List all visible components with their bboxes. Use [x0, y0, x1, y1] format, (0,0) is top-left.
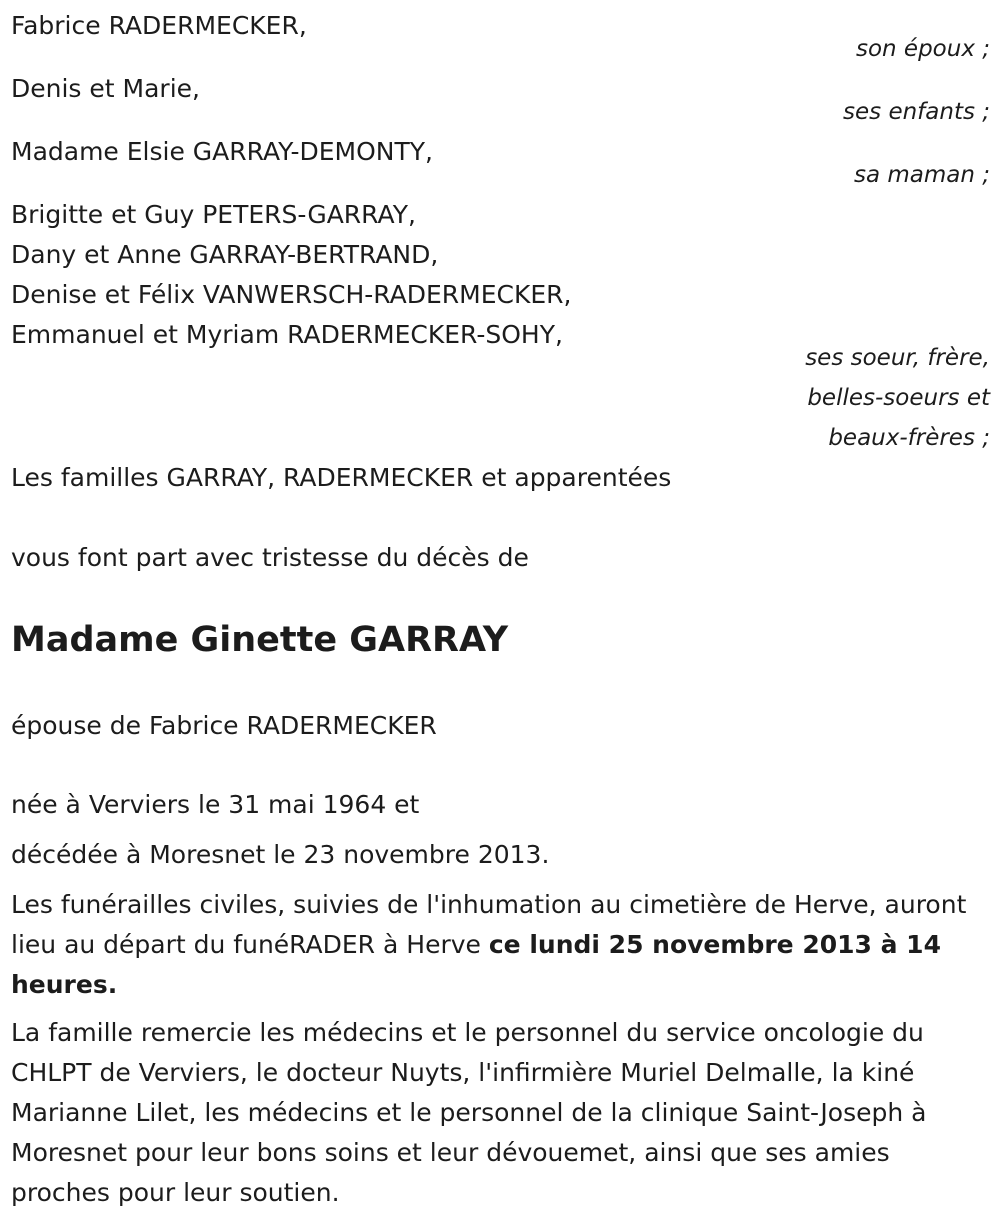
funeral-text: Les funérailles civiles, suivies de l'inhumation au cimetière de Herve, auront lieu au départ du funéRADER à Herve: [11, 890, 967, 959]
sibling-line: Emmanuel et Myriam RADERMECKER-SOHY,: [11, 320, 563, 349]
funeral-date: ce lundi 25 novembre 2013 à 14 heures.: [11, 930, 941, 999]
spouse-role: son époux ;: [855, 36, 990, 62]
death-line: décédée à Moresnet le 23 novembre 2013.: [11, 840, 550, 869]
mother-name: Madame Elsie GARRAY-DEMONTY,: [11, 137, 433, 166]
siblings-role-line: ses soeur, frère,: [805, 345, 990, 371]
thanks-paragraph: La famille remercie les médecins et le personnel du service oncologie du CHLPT de Verviers, le docteur Nuyts, l'infirmière Muriel Delmalle, la kiné Marianne Lilet, les médecins et le personnel de la clinique Saint-Joseph à Moresnet pour leur bons soins et leur dévouemet, ainsi que ses amies proches pour leur soutien.: [11, 1018, 927, 1207]
siblings-role-line: belles-soeurs et: [807, 385, 990, 411]
sibling-line: Denise et Félix VANWERSCH-RADERMECKER,: [11, 280, 572, 309]
families-line: Les familles GARRAY, RADERMECKER et apparentées: [11, 463, 672, 492]
sibling-line: Dany et Anne GARRAY-BERTRAND,: [11, 240, 439, 269]
funeral-paragraph: [11, 885, 996, 1005]
siblings-role-line: beaux-frères ;: [828, 425, 990, 451]
children-names: Denis et Marie,: [11, 74, 200, 103]
deceased-name: Madame Ginette GARRAY: [11, 620, 509, 660]
announcement-line: vous font part avec tristesse du décès de: [11, 543, 529, 572]
spouse-name: Fabrice RADERMECKER,: [11, 11, 307, 40]
spouse-of-line: épouse de Fabrice RADERMECKER: [11, 711, 437, 740]
birth-line: née à Verviers le 31 mai 1964 et: [11, 790, 420, 819]
children-role: ses enfants ;: [843, 99, 990, 125]
mother-role: sa maman ;: [853, 162, 990, 188]
sibling-line: Brigitte et Guy PETERS-GARRAY,: [11, 200, 416, 229]
